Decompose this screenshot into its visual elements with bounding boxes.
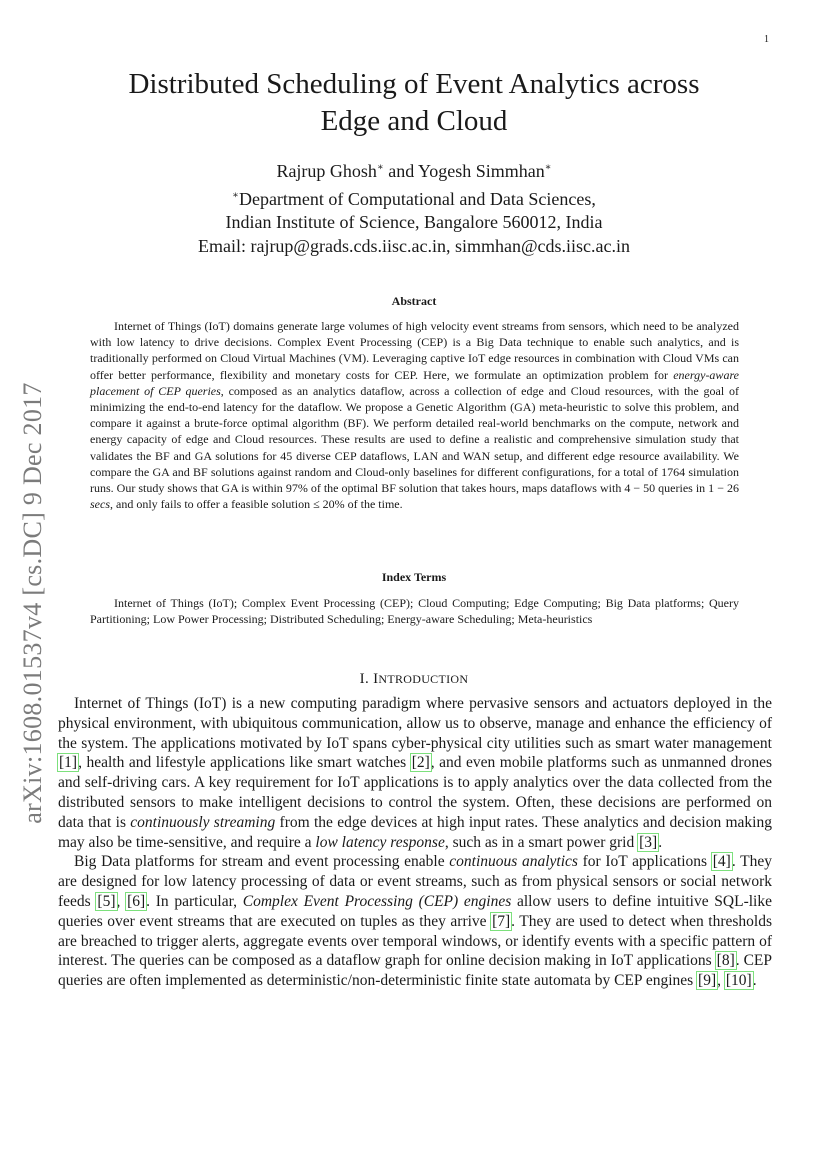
section-heading: I. INTRODUCTION bbox=[359, 671, 469, 687]
citation-link[interactable]: [4] bbox=[712, 853, 731, 871]
abstract-heading: Abstract bbox=[391, 294, 437, 308]
author-email: Email: rajrup@grads.cds.iisc.ac.in, simmhan@cds.iisc.ac.in bbox=[197, 235, 631, 256]
affil-mark: ∗ bbox=[232, 189, 239, 201]
citation-link[interactable]: [5] bbox=[97, 892, 116, 910]
abstract-unit: secs bbox=[90, 497, 110, 512]
body-text bbox=[58, 694, 772, 991]
affiliation-line-2: Indian Institute of Science, Bangalore 560012, India bbox=[225, 212, 603, 232]
page-number: 1 bbox=[764, 34, 769, 45]
affiliation-line-1: ∗Department of Computational and Data Sciences, bbox=[232, 188, 596, 209]
affil-mark: ∗ bbox=[376, 162, 384, 173]
abstract-emphasis: energy-aware placement of CEP queries bbox=[90, 367, 739, 398]
paragraph-1: Internet of Things (IoT) is a new computing paradigm where pervasive sensors and actuators deployed in the physical environment, with ubiquitous communication, allow us to observe, manage and enhance the efficiency of the system. The applications motivated by IoT spans cyber-physical city utilities such as smart water management [1], health and lifestyle applications like smart watches [2], and even mobile platforms such as unmanned drones and self-driving cars. A key requirement for IoT applications is to apply analytics over the data collected from the distributed sensors to make intelligent decisions to control the system. Often, these decisions are performed on data that is continuously streaming from the edge devices at high input rates. These analytics and decision making may also be time-sensitive, and require a low latency response, such as in a smart power grid [3]. bbox=[58, 695, 772, 851]
author-2: and Yogesh Simmhan bbox=[383, 161, 545, 181]
citation-link[interactable]: [7] bbox=[492, 912, 511, 930]
author-block bbox=[60, 156, 768, 258]
arxiv-stamp: arXiv:1608.01537v4 [cs.DC] 9 Dec 2017 bbox=[18, 382, 47, 824]
citation-link[interactable]: [6] bbox=[127, 892, 146, 910]
citation-link[interactable]: [2] bbox=[411, 754, 430, 772]
abstract-text: Internet of Things (IoT) domains generate large volumes of high velocity event streams from sensors, which need to be analyzed with low latency to drive decisions. Complex Event Processing (CEP) is a Big Data technique to enable such analytics, and is traditionally performed on Cloud Virtual Machines (VM). Leveraging captive IoT edge resources in combination with Cloud VMs can offer better performance, flexibility and monetary costs for CEP. Here, we formulate an optimization problem for energy-aware placement of CEP queries, composed as an analytics dataflow, across a collection of edge and Cloud resources, with the goal of minimizing the end-to-end latency for the dataflow. We propose a Genetic Algorithm (GA) meta-heuristic to solve this problem, and compare it against a brute-force optimal algorithm (BF). We perform detailed real-world benchmarks on the compute, network and energy capacity of edge and Cloud resources. These results are used to define a realistic and comprehensive simulation study that validates the BF and GA solutions for 45 diverse CEP dataflows, LAN and WAN setup, and different edge resource availability. We compare the GA and BF solutions against random and Cloud-only baselines for different configurations, for a total of 1764 simulation runs. Our study shows that GA is within 97% of the optimal BF solution that takes hours, maps dataflows with 4 − 50 queries in 1 − 26 secs, and only fails to offer a feasible solution ≤ 20% of the time. bbox=[90, 319, 739, 512]
title-line-1: Distributed Scheduling of Event Analytics across bbox=[128, 68, 700, 100]
citation-link[interactable]: [3] bbox=[639, 833, 658, 851]
index-terms-heading: Index Terms bbox=[381, 570, 447, 584]
author-1: Rajrup Ghosh bbox=[276, 161, 377, 181]
author-names bbox=[60, 156, 768, 184]
paragraph-2: Big Data platforms for stream and event processing enable continuous analytics for IoT applications [4]. They are designed for low latency processing of data or event streams, such as from physical sensors or social network feeds [5], [6]. In particular, Complex Event Processing (CEP) engines allow users to define intuitive SQL-like queries over event streams that are executed on tuples as they arrive [7]. They are used to detect when thresholds are breached to trigger alerts, aggregate events over temporal windows, or identify events with a specific pattern of interest. The queries can be composed as a dataflow graph for online decision making in IoT applications [8]. CEP queries are often implemented as deterministic/non-deterministic finite state automata by CEP engines [9], [10]. bbox=[58, 853, 773, 990]
citation-link[interactable]: [9] bbox=[698, 972, 717, 990]
citation-link[interactable]: [1] bbox=[59, 754, 78, 772]
title-line-2: Edge and Cloud bbox=[320, 105, 508, 137]
affil-mark: ∗ bbox=[544, 162, 552, 173]
paper-title bbox=[60, 66, 768, 140]
index-terms-text: Internet of Things (IoT); Complex Event Processing (CEP); Cloud Computing; Edge Computing; Big Data platforms; Query Partitioning; Low Power Processing; Distributed Scheduling; Energy-aware Scheduling; Meta-heuristics bbox=[90, 596, 739, 627]
citation-link[interactable]: [10] bbox=[725, 972, 752, 990]
citation-link[interactable]: [8] bbox=[716, 952, 735, 970]
